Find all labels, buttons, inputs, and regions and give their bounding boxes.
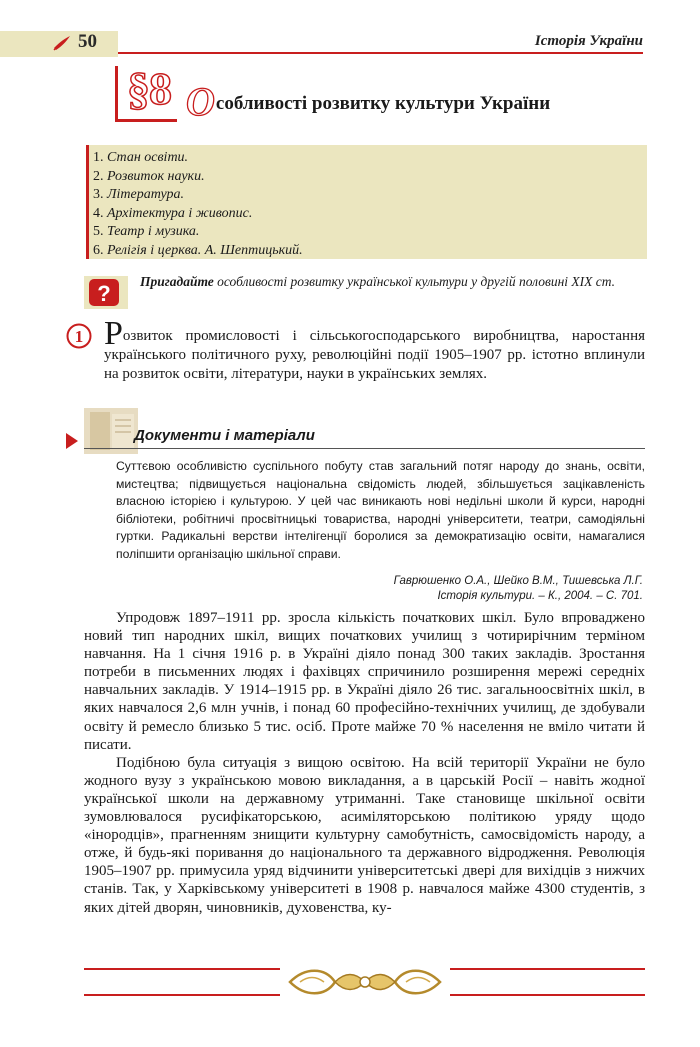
arrow-icon [66, 433, 78, 449]
svg-text:?: ? [97, 281, 111, 306]
documents-heading: Документи і матеріали [134, 427, 315, 444]
body-paragraph: Упродовж 1897–1911 рр. зросла кількість початкових шкіл. Було впроваджено новий тип народних шкіл, вищих початкових училищ з чотирирічним терміном навчання. На 1 січня 1916 р. в Україні діяло понад 300 таких закладів. Зростання потреби в письменних людях і фахівцях спричинило розширення мережі середніх навчальних закладів. У 1914–1915 рр. в Україні діяло 26 тис. загальноосвітніх шкіл, в яких навчалося 2,6 млн учнів, і понад 60 професійно-технічних училищ, де здобували освіту й ремесло близько 5 тис. осіб. Проте майже 70 % населення не вміло читати й писати. [84, 610, 645, 753]
point-one-marker [66, 323, 92, 349]
recall-prompt: Пригадайте особливості розвитку української культури у другій половині XIX ст. [140, 274, 616, 289]
documents-source: Гаврюшенко О.А., Шейко В.М., Тишевська Л.Г. Історія культури. – К., 2004. – С. 701. [393, 575, 643, 602]
ornament-icon [280, 962, 450, 1002]
plan-item: 5. Театр і музика. [93, 224, 200, 239]
section-title-initial: О [186, 79, 215, 124]
book-title: Історія України [534, 33, 643, 49]
body-paragraph: Подібною була ситуація з вищою освітою. На всій території України не було жодного вузу з українською мовою викладання, а в царській Росії – навіть жодної української школи на державному утриманні. Таке становище шкільної освіти зумовлювалося русифікаторською, асиміляторською політикою уряду щодо «інородців», прагненням знищити культурну самобутність, самосвідомість народу, а отже, й будь-які поривання до національного та державного відродження. Революція 1905–1907 рр. примусила уряд відчинити університетські двері для вихідців з нижчих станів. Так, у Харківському університеті в 1908 р. навчалося майже 4300 студентів, з яких дітей дворян, чиновників, духовенства, ку- [84, 754, 645, 916]
plan-item: 6. Релігія і церква. А. Шептицький. [93, 242, 303, 258]
plan-item: 3. Література. [93, 187, 184, 202]
section-title-text: собливості розвитку культури України [215, 93, 551, 114]
section-number: §8 [127, 63, 171, 114]
plan-item: 1. Стан освіти. [93, 150, 189, 165]
point-one-number: 1 [74, 327, 84, 346]
section-title [186, 78, 550, 125]
body-text [84, 609, 645, 917]
documents-divider [84, 448, 645, 449]
page-number: 50 [78, 31, 97, 52]
plan-item: 2. Розвиток науки. [93, 168, 205, 184]
header-divider [118, 52, 643, 54]
documents-quote: Суттєвою особливістю суспільного побуту став загальний потяг народу до знань, освіти, мистецтва; підвищується національна свідомість людей, збільшується зацікавленість власною історією і культурою. У цей час виникають нові недільні школи й курси, народні бібліотеки, робітничі просвітницькі товариства, народні університети, театри, самодіяльні гуртки. Радикальні верстви інтелігенції боролися за демократизацію освіти, намагалися поліпшити організацію шкільної справи. [116, 459, 645, 561]
plan-item: 4. Архітектура і живопис. [93, 205, 253, 221]
question-icon [84, 276, 128, 309]
quill-icon [52, 34, 72, 52]
drop-letter: Р [104, 315, 123, 352]
intro-paragraph: Розвиток промисловості і сільськогосподарського виробництва, наростання українського політичного руху, революційні події 1905–1907 рр. істотно вплинули на розвиток освіти, літератури, науки в українських землях. [104, 315, 645, 382]
lesson-plan [86, 145, 647, 259]
